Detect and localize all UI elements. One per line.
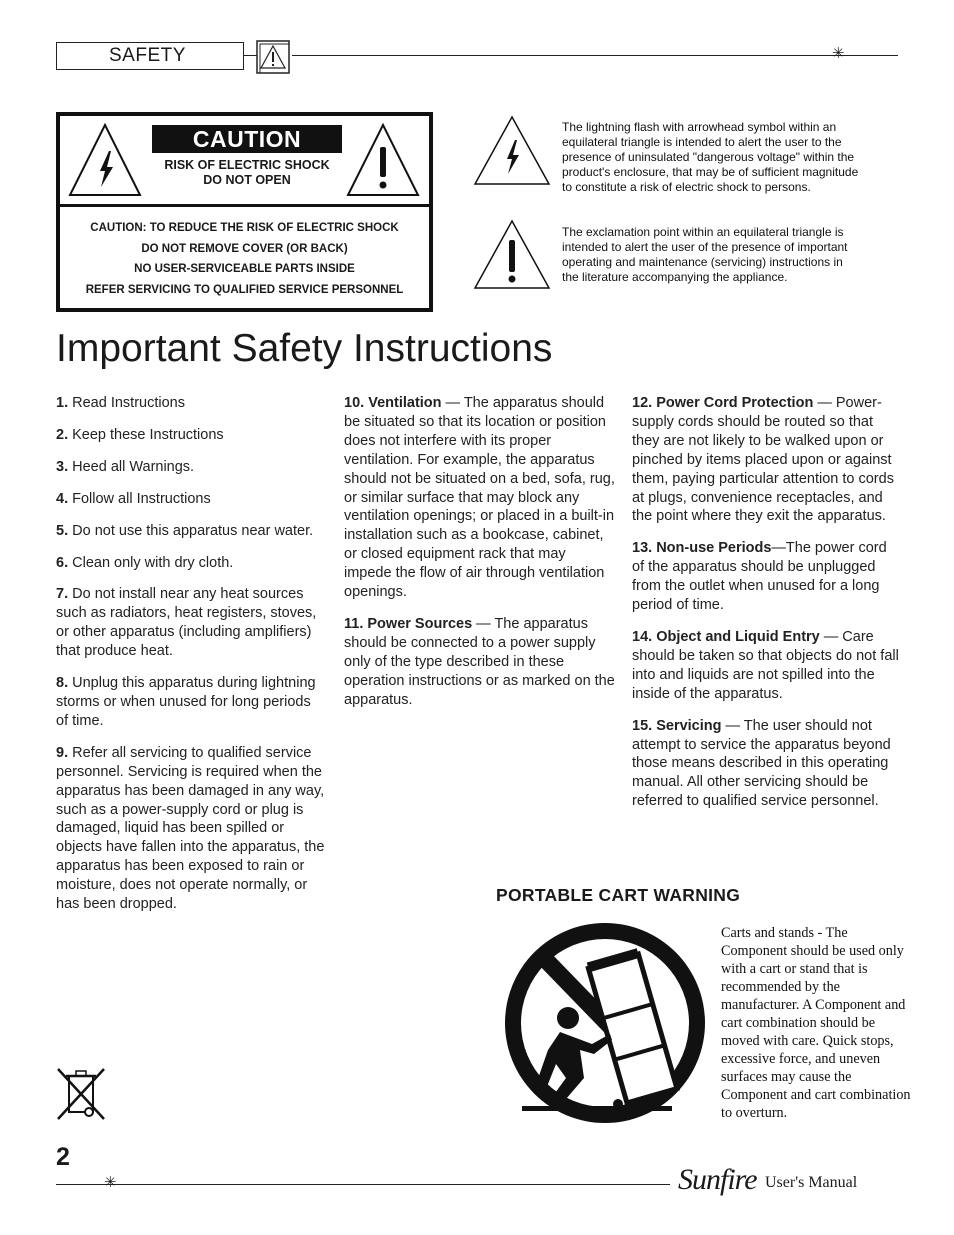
instruction-item	[56, 744, 326, 914]
instruction-number: 12.	[632, 395, 653, 411]
instruction-number: 4.	[56, 490, 69, 507]
instruction-number: 15.	[632, 717, 653, 734]
caution-risk-text	[145, 158, 349, 188]
instruction-text: Heed all Warnings.	[72, 458, 195, 475]
instruction-number: 1.	[56, 395, 69, 411]
instruction-heading: Ventilation	[368, 395, 442, 411]
lightning-triangle-icon	[472, 114, 552, 188]
instructions-column-2	[344, 394, 616, 723]
instruction-number: 8.	[56, 675, 69, 692]
caution-line: NO USER-SERVICEABLE PARTS INSIDE	[134, 263, 355, 275]
instruction-text: — The user should not attempt to service the apparatus beyond those means described in this operating manual. All other servicing should be referred to qualified service personnel.	[632, 717, 891, 810]
star-ornament-icon: ✳	[104, 1174, 117, 1191]
cart-warning-text: Carts and stands - The Component should be used only with a cart or stand that is recommended by the manufacturer. A Component and cart combination should be moved with care. Quick stops, excessive force, and uneven surfaces may cause the Component and cart combination to overturn.	[721, 925, 911, 1121]
lightning-triangle-icon	[67, 121, 143, 199]
instruction-number: 2.	[56, 426, 69, 443]
instruction-number: 9.	[56, 744, 69, 761]
header-rule-long	[292, 55, 898, 56]
instruction-heading: Non-use Periods	[656, 540, 772, 557]
instruction-text: Do not install near any heat sources such as radiators, heat registers, stoves, or other apparatus (including amplifiers) that produce heat.	[56, 586, 317, 660]
caution-line: DO NOT REMOVE COVER (OR BACK)	[141, 242, 348, 255]
instruction-text: Unplug this apparatus during lightning storms or when unused for long periods of time.	[56, 675, 316, 729]
instruction-item	[56, 674, 326, 731]
instruction-text: Clean only with dry cloth.	[72, 554, 234, 571]
instruction-number: 14.	[632, 628, 653, 645]
instruction-item	[56, 585, 326, 661]
instruction-number: 3.	[56, 458, 69, 475]
caution-risk-line: RISK OF ELECTRIC SHOCK	[164, 158, 330, 172]
caution-title: CAUTION	[152, 125, 342, 153]
instruction-text: Do not use this apparatus near water.	[72, 522, 314, 539]
crossed-out-bin-icon	[55, 1066, 107, 1122]
instruction-heading: Power Cord Protection	[656, 395, 814, 411]
exclamation-symbol-description: The exclamation point within an equilateral triangle is intended to alert the user of the presence of important operating and maintenance (servicing) instructions in the literature accompanying the appliance.	[562, 225, 848, 284]
instruction-text: — Care should be taken so that objects do not fall into and liquids are not spilled into the inside of the apparatus.	[632, 628, 899, 702]
instruction-text: Follow all Instructions	[72, 490, 211, 507]
instruction-text: Refer all servicing to qualified service personnel. Servicing is required when the apparatus has been damaged in any way, such as a power-supply cord or plug is damaged, liquid has been spilled or objects have fallen into the apparatus, the apparatus has been exposed to rain or moisture, does not operate normally, or has been dropped.	[56, 744, 325, 913]
caution-label	[56, 112, 433, 312]
instruction-text: — The apparatus should be connected to a power supply only of the type described in these operation instructions or as marked on the apparatus.	[344, 615, 615, 708]
lightning-symbol-description: The lightning flash with arrowhead symbol within an equilateral triangle is intended to alert the user to the presence of uninsulated "dangerous voltage" within the product's enclosure, that may be of sufficient magnitude to constitute a risk of electric shock to persons.	[562, 120, 859, 194]
page-number: 2	[56, 1143, 70, 1171]
star-ornament-icon: ✳	[832, 45, 845, 62]
instruction-item	[56, 458, 326, 477]
caution-instructions	[60, 218, 429, 300]
instruction-text: Keep these Instructions	[72, 426, 224, 443]
instruction-number: 10.	[344, 395, 365, 411]
instruction-number: 7.	[56, 586, 69, 603]
cart-tipover-warning-icon	[500, 918, 710, 1128]
section-header: SAFETY	[56, 42, 244, 70]
exclamation-triangle-icon	[472, 218, 552, 292]
page-title: Important Safety Instructions	[56, 327, 553, 370]
instruction-item	[56, 554, 326, 573]
instruction-item	[344, 615, 616, 710]
instruction-item	[56, 522, 326, 541]
instruction-heading: Servicing	[656, 717, 722, 734]
instruction-text: —The power cord of the apparatus should be unplugged from the outlet when unused for a long period of time.	[632, 540, 887, 614]
instruction-number: 6.	[56, 554, 69, 571]
instruction-item	[344, 394, 616, 602]
caution-line: REFER SERVICING TO QUALIFIED SERVICE PERSONNEL	[85, 283, 404, 296]
manual-label: User's Manual	[765, 1174, 858, 1191]
instruction-text: — Power-supply cords should be routed so that they are not likely to be walked upon or pinched by items placed upon or against them, paying particular attention to cords at plugs, convenience receptacles, and the point where they exit the apparatus.	[632, 395, 894, 525]
instruction-item	[56, 426, 326, 445]
instruction-text: — The apparatus should be situated so that its location or position does not interfere with its proper ventilation. For example, the apparatus should not be situated on a bed, sofa, rug, or similar surface that may block any ventilation openings; or placed in a built-in installation such as a bookcase, cabinet, or closed equipment rack that may impede the flow of air through ventilation openings.	[344, 395, 615, 601]
exclamation-triangle-icon	[345, 121, 421, 199]
instruction-number: 13.	[632, 540, 653, 557]
caution-line: CAUTION: TO REDUCE THE RISK OF ELECTRIC SHOCK	[90, 222, 399, 234]
warning-icon	[256, 40, 290, 74]
instruction-item	[632, 628, 902, 704]
instructions-column-3	[632, 394, 902, 824]
caution-top-panel	[60, 116, 429, 207]
instruction-item	[632, 539, 902, 615]
instruction-heading: Object and Liquid Entry	[656, 628, 820, 645]
instruction-number: 11.	[344, 615, 364, 632]
instructions-column-1	[56, 394, 326, 927]
cart-warning-title: PORTABLE CART WARNING	[496, 885, 741, 905]
caution-risk-line: DO NOT OPEN	[203, 173, 291, 187]
instruction-text: Read Instructions	[72, 395, 185, 411]
instruction-item	[56, 394, 326, 413]
instruction-item	[632, 717, 902, 812]
instruction-number: 5.	[56, 522, 69, 539]
instruction-item	[632, 394, 902, 526]
brand-logo: Sunfire	[678, 1163, 757, 1196]
instruction-heading: Power Sources	[367, 615, 473, 632]
instruction-item	[56, 490, 326, 509]
footer-rule	[56, 1184, 670, 1185]
